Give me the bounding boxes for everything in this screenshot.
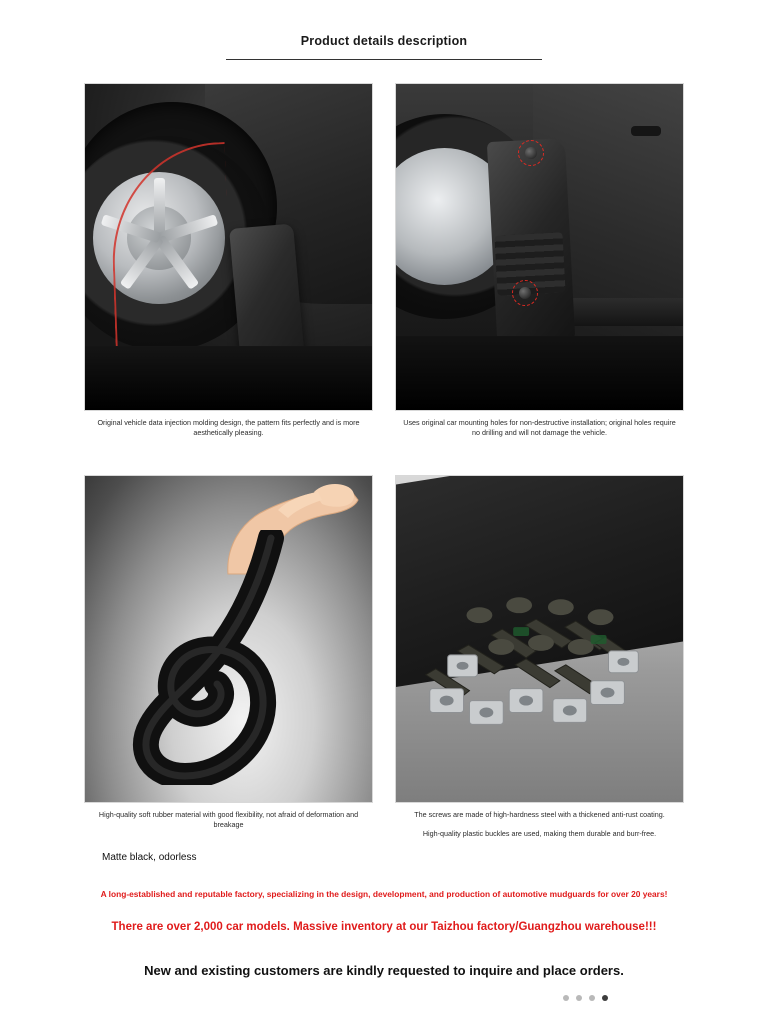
bolt-icon [519, 287, 531, 299]
photo1-ground [85, 346, 372, 410]
promo-line-3: New and existing customers are kindly requested to inquire and place orders. [144, 962, 624, 978]
pagination-dots[interactable] [563, 995, 608, 1001]
promo-line-1: A long-established and reputable factory, specializing in the design, development, and production of automotive mudguards for over 20 years! [100, 888, 668, 899]
hardware-parts [396, 476, 683, 802]
mounting-hole-marker-lower [512, 280, 538, 306]
matte-note: Matte black, odorless [102, 851, 197, 863]
promo-line-2: There are over 2,000 car models. Massive inventory at our Taizhou factory/Guangzhou warehouse!!! [111, 920, 657, 933]
photo-mudflap-on-wheel[interactable] [84, 83, 373, 411]
gallery-cell-screws-and-clips [395, 475, 684, 840]
page-title: Product details description [300, 34, 468, 48]
gallery-cell-rubber-flexibility [84, 475, 373, 840]
gallery-cell-mudflap-on-wheel [84, 83, 373, 439]
photo-caption: The screws are made of high-hardness steel with a thickened anti-rust coating. [414, 809, 665, 819]
image-grid [84, 83, 684, 840]
pagination-dot[interactable] [576, 995, 582, 1001]
page-header [0, 0, 768, 60]
pagination-dot-active[interactable] [602, 995, 608, 1001]
photo-caption: Uses original car mounting holes for non-destructive installation; original holes require no drilling and will not damage the vehicle. [403, 418, 676, 438]
photo-caption-secondary: High-quality plastic buckles are used, making them durable and burr-free. [422, 829, 657, 839]
photo-rubber-flexibility[interactable] [84, 475, 373, 803]
mounting-hole-marker-upper [518, 140, 544, 166]
pagination-dot[interactable] [563, 995, 569, 1001]
gallery-cell-mounting-holes [395, 83, 684, 439]
title-divider [226, 59, 542, 60]
photo-mounting-holes[interactable] [395, 83, 684, 411]
photo-caption: High-quality soft rubber material with good flexibility, not afraid of deformation and breakage [98, 809, 359, 830]
rubber-flap-curl [113, 530, 328, 785]
photo-caption: Original vehicle data injection molding design, the pattern fits perfectly and is more aesthetically pleasing. [97, 418, 360, 438]
pagination-dot[interactable] [589, 995, 595, 1001]
photo2-door-handle [631, 126, 661, 136]
gallery-row-1 [84, 83, 684, 439]
photo2-ground [396, 336, 683, 410]
gallery-row-2 [84, 475, 684, 840]
photo-screws-and-clips[interactable] [395, 475, 684, 803]
bolt-icon [525, 147, 537, 159]
